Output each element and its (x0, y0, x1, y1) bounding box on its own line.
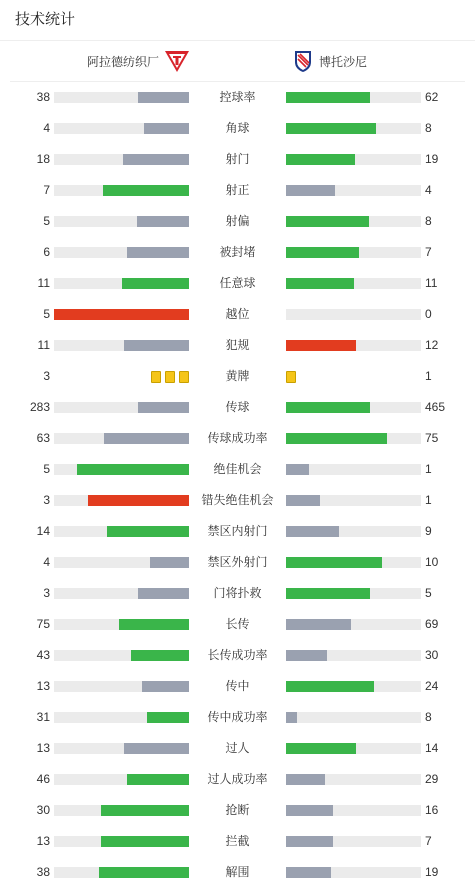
away-bar-track (286, 743, 421, 754)
stat-label: 控球率 (219, 90, 256, 104)
away-value: 465 (425, 400, 446, 414)
stat-label: 射正 (225, 183, 250, 197)
home-value: 43 (36, 648, 50, 662)
away-bar-track (286, 123, 421, 134)
stat-label: 绝佳机会 (213, 462, 262, 476)
home-bar-fill (138, 588, 189, 599)
away-bar-fill (286, 805, 333, 816)
away-value: 19 (425, 152, 439, 166)
home-bar-fill (127, 774, 189, 785)
away-bar-track (286, 805, 421, 816)
away-value: 8 (425, 214, 432, 228)
stat-row (0, 547, 475, 578)
stat-row (0, 733, 475, 764)
away-value: 8 (425, 121, 432, 135)
home-value: 13 (36, 741, 50, 755)
stat-row (0, 206, 475, 237)
away-value: 62 (425, 90, 439, 104)
home-bar-track (54, 92, 189, 103)
away-bar-track (286, 836, 421, 847)
away-bar-fill (286, 154, 355, 165)
away-value: 14 (425, 741, 439, 755)
home-team[interactable] (87, 41, 191, 81)
yellow-card-icon (179, 371, 189, 383)
away-bar-track (286, 402, 421, 413)
stat-label: 门将扑救 (213, 586, 262, 600)
away-bar-fill (286, 185, 335, 196)
stat-row (0, 268, 475, 299)
home-value: 7 (43, 183, 50, 197)
stat-row (0, 640, 475, 671)
away-value: 1 (425, 369, 432, 383)
stat-label: 传球成功率 (207, 431, 268, 445)
stat-label: 越位 (225, 307, 250, 321)
botosani-crest-icon (293, 49, 313, 73)
stat-label: 禁区外射门 (207, 555, 268, 569)
stat-label: 过人成功率 (207, 772, 268, 786)
away-value: 69 (425, 617, 439, 631)
away-value: 1 (425, 462, 432, 476)
uta-arad-crest-icon (163, 49, 191, 73)
away-bar-track (286, 433, 421, 444)
home-bar-track (54, 836, 189, 847)
away-value: 16 (425, 803, 439, 817)
stat-row (0, 795, 475, 826)
stat-row (0, 423, 475, 454)
away-bar-track (286, 216, 421, 227)
stat-label: 禁区内射门 (207, 524, 268, 538)
away-bar-track (286, 340, 421, 351)
stat-row (0, 671, 475, 702)
away-bar-fill (286, 216, 369, 227)
away-bar-fill (286, 278, 354, 289)
home-value: 14 (36, 524, 50, 538)
away-bar-fill (286, 495, 320, 506)
home-team-name: 阿拉德纺织厂 (86, 54, 159, 69)
home-bar-track (54, 495, 189, 506)
stat-label: 角球 (225, 121, 250, 135)
away-bar-track (286, 867, 421, 878)
home-bar-track (54, 619, 189, 630)
stat-row (0, 175, 475, 206)
home-bar-track (54, 557, 189, 568)
stat-label: 错失绝佳机会 (201, 493, 274, 507)
home-value: 6 (43, 245, 50, 259)
away-value: 24 (425, 679, 439, 693)
yellow-card-icon (151, 371, 161, 383)
home-bar-track (54, 774, 189, 785)
stat-label: 传中 (225, 679, 250, 693)
home-bar-fill (150, 557, 189, 568)
home-value: 63 (36, 431, 50, 445)
home-bar-fill (147, 712, 189, 723)
home-value: 3 (43, 586, 50, 600)
away-value: 12 (425, 338, 439, 352)
away-bar-track (286, 526, 421, 537)
away-bar-fill (286, 774, 325, 785)
stat-label: 长传 (225, 617, 250, 631)
home-value: 5 (43, 307, 50, 321)
home-bar-fill (88, 495, 189, 506)
away-team[interactable] (293, 41, 367, 81)
away-bar-track (286, 681, 421, 692)
stat-row (0, 857, 475, 888)
away-bar-fill (286, 867, 331, 878)
away-bar-fill (286, 123, 376, 134)
home-bar-fill (127, 247, 189, 258)
home-value: 38 (36, 865, 50, 879)
stat-label: 射偏 (225, 214, 250, 228)
away-bar-track (286, 619, 421, 630)
home-bar-track (54, 340, 189, 351)
home-bar-fill (131, 650, 189, 661)
away-value: 75 (425, 431, 439, 445)
away-bar-fill (286, 557, 382, 568)
stat-row (0, 299, 475, 330)
stat-label: 犯规 (225, 338, 250, 352)
away-bar-fill (286, 836, 333, 847)
stat-row (0, 330, 475, 361)
stat-row (0, 113, 475, 144)
away-bar-track (286, 278, 421, 289)
stat-row (0, 361, 475, 392)
away-bar-fill (286, 681, 374, 692)
away-value: 5 (425, 586, 432, 600)
stat-row (0, 764, 475, 795)
home-value: 11 (37, 338, 50, 352)
away-bar-track (286, 309, 421, 320)
stat-label: 被封堵 (219, 245, 256, 259)
away-bar-fill (286, 340, 356, 351)
stat-row (0, 702, 475, 733)
home-value: 18 (36, 152, 50, 166)
stat-label: 射门 (225, 152, 250, 166)
away-bar-fill (286, 743, 356, 754)
away-value: 9 (425, 524, 432, 538)
stat-row (0, 454, 475, 485)
away-bar-fill (286, 588, 370, 599)
home-value: 283 (29, 400, 50, 414)
teams-header (10, 41, 465, 82)
home-value: 11 (37, 276, 50, 290)
home-bar-track (54, 123, 189, 134)
home-value: 75 (36, 617, 50, 631)
stat-row (0, 516, 475, 547)
stat-label: 黄牌 (225, 369, 250, 383)
away-value: 30 (425, 648, 439, 662)
away-bar-fill (286, 650, 327, 661)
away-bar-fill (286, 526, 339, 537)
home-bar-fill (119, 619, 189, 630)
home-bar-fill (54, 309, 189, 320)
stat-row (0, 144, 475, 175)
stat-row (0, 826, 475, 857)
away-bar-fill (286, 92, 370, 103)
home-bar-track (54, 712, 189, 723)
home-bar-fill (101, 805, 189, 816)
away-bar-fill (286, 247, 359, 258)
stat-label: 抢断 (225, 803, 250, 817)
home-value: 13 (36, 834, 50, 848)
home-bar-fill (138, 92, 189, 103)
section-title: 技术统计 (0, 0, 475, 41)
stat-label: 传中成功率 (207, 710, 268, 724)
away-bar-track (286, 712, 421, 723)
home-bar-fill (104, 433, 189, 444)
home-bar-track (54, 216, 189, 227)
home-bar-fill (142, 681, 189, 692)
home-bar-fill (144, 123, 189, 134)
home-bar-track (54, 309, 189, 320)
home-bar-fill (77, 464, 190, 475)
stat-label: 任意球 (219, 276, 256, 290)
home-bar-track (54, 805, 189, 816)
away-bar-track (286, 464, 421, 475)
away-bar-track (286, 154, 421, 165)
home-bar-track (54, 743, 189, 754)
away-bar-fill (286, 402, 370, 413)
away-bar-track (286, 185, 421, 196)
home-bar-track (54, 650, 189, 661)
away-bar-track (286, 495, 421, 506)
home-value: 4 (43, 555, 50, 569)
away-value: 8 (425, 710, 432, 724)
away-bar-track (286, 588, 421, 599)
away-bar-fill (286, 619, 351, 630)
stat-row (0, 609, 475, 640)
away-value: 1 (425, 493, 432, 507)
away-bar-track (286, 650, 421, 661)
home-value: 3 (43, 493, 50, 507)
home-bar-fill (124, 340, 189, 351)
home-bar-track (54, 464, 189, 475)
home-bar-fill (101, 836, 189, 847)
away-value: 11 (425, 276, 438, 290)
home-bar-fill (103, 185, 189, 196)
home-value: 30 (36, 803, 50, 817)
home-bar-fill (99, 867, 189, 878)
home-bar-fill (123, 154, 189, 165)
stat-label: 解围 (225, 865, 250, 879)
away-value: 7 (425, 834, 432, 848)
home-bar-track (54, 526, 189, 537)
home-value: 5 (43, 462, 50, 476)
away-bar-track (286, 774, 421, 785)
away-bar-fill (286, 712, 297, 723)
away-value: 29 (425, 772, 439, 786)
away-bar-track (286, 557, 421, 568)
home-value: 5 (43, 214, 50, 228)
away-bar-track (286, 247, 421, 258)
home-bar-fill (137, 216, 189, 227)
home-value: 46 (36, 772, 50, 786)
home-bar-fill (138, 402, 189, 413)
home-bar-track (54, 247, 189, 258)
home-bar-fill (107, 526, 189, 537)
stat-label: 拦截 (225, 834, 250, 848)
stat-row (0, 485, 475, 516)
home-bar-track (54, 402, 189, 413)
away-value: 19 (425, 865, 439, 879)
home-bar-fill (122, 278, 190, 289)
away-value: 0 (425, 307, 432, 321)
home-bar-track (54, 185, 189, 196)
stat-row (0, 392, 475, 423)
home-bar-track (54, 154, 189, 165)
home-bar-track (54, 278, 189, 289)
stats-list (0, 82, 475, 888)
stat-label: 长传成功率 (207, 648, 268, 662)
away-value: 10 (425, 555, 439, 569)
home-value: 13 (36, 679, 50, 693)
home-bar-track (54, 588, 189, 599)
away-bar-fill (286, 433, 387, 444)
yellow-card-icon (286, 371, 296, 383)
stat-label: 过人 (225, 741, 250, 755)
home-bar-fill (124, 743, 189, 754)
away-team-name: 博托沙尼 (319, 54, 368, 69)
stat-row (0, 237, 475, 268)
away-value: 7 (425, 245, 432, 259)
away-yellow-cards (286, 371, 296, 383)
home-yellow-cards (151, 371, 189, 383)
stat-row (0, 82, 475, 113)
home-value: 3 (43, 369, 50, 383)
yellow-card-icon (165, 371, 175, 383)
home-bar-track (54, 867, 189, 878)
away-value: 4 (425, 183, 432, 197)
home-value: 38 (36, 90, 50, 104)
away-bar-track (286, 92, 421, 103)
home-value: 31 (36, 710, 50, 724)
home-value: 4 (43, 121, 50, 135)
away-bar-fill (286, 464, 309, 475)
home-bar-track (54, 681, 189, 692)
stat-label: 传球 (225, 400, 250, 414)
home-bar-track (54, 433, 189, 444)
stat-row (0, 578, 475, 609)
